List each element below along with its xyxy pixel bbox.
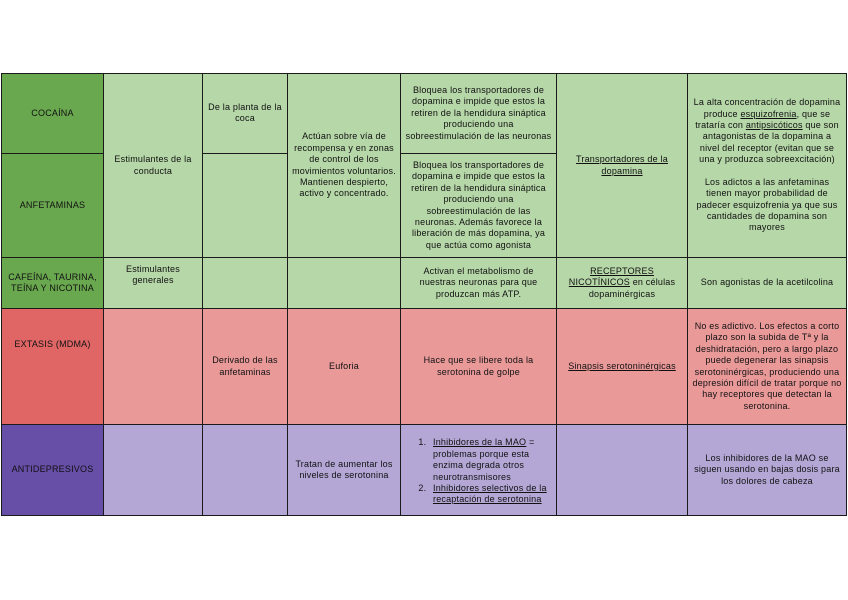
sinapsis-serotoninergicas-link: Sinapsis serotoninérgicas	[568, 360, 676, 371]
list-item	[429, 483, 552, 506]
extasis-origin-cell: Derivado de las anfetaminas	[203, 309, 288, 425]
cafeina-type-cell: Estimulantes generales	[104, 258, 203, 309]
cocaina-name-cell: COCAÍNA	[2, 74, 104, 154]
cafeina-mechanism-cell: Activan el metabolismo de nuestras neuronas para que produzcan más ATP.	[401, 258, 557, 309]
ssri-link: Inhibidores selectivos de la recaptación de serotonina	[433, 482, 547, 505]
estimulantes-effect-cell: Actúan sobre vía de recompensa y en zonas de control de los movimientos voluntarios. Mantienen despierto, activo y concentrado.	[288, 74, 401, 258]
cafeina-effect-cell	[288, 258, 401, 309]
cocaina-origin-cell: De la planta de la coca	[203, 74, 288, 154]
cafeina-target-cell	[557, 258, 688, 309]
table-row	[2, 309, 847, 425]
extasis-name-cell: EXTASIS (MDMA)	[2, 309, 104, 425]
notes-text: La alta concentración de dopamina produce	[693, 97, 841, 119]
receptores-nicotinicos-link: RECEPTORES NICOTÍNICOS	[568, 265, 654, 288]
list-item-text: = problemas porque esta enzima degrada otros neurotransmisores	[433, 437, 535, 482]
list-item	[429, 437, 552, 483]
anfetaminas-origin-cell	[203, 154, 288, 258]
inhibitor-list	[405, 437, 552, 505]
cafeina-origin-cell	[203, 258, 288, 309]
extasis-target-cell	[557, 309, 688, 425]
anfetaminas-mechanism-cell: Bloquea los transportadores de dopamina e impide que estos la retiren de la hendidura sináptica produciendo una sobreestimulación de las neuronas. Además favorece la liberación de más dopamina, ya que actúa como agonista	[401, 154, 557, 258]
antidepresivos-type-cell	[104, 425, 203, 516]
table-row	[2, 258, 847, 309]
mao-inhibitors-link: Inhibidores de la MAO	[433, 437, 527, 448]
table-row	[2, 425, 847, 516]
cafeina-name-cell: CAFEÍNA, TAURINA, TEÍNA Y NICOTINA	[2, 258, 104, 309]
estimulantes-type-cell: Estimulantes de la conducta	[104, 74, 203, 258]
antidepresivos-mechanism-cell	[401, 425, 557, 516]
anfetaminas-name-cell: ANFETAMINAS	[2, 154, 104, 258]
antidepresivos-name-cell: ANTIDEPRESIVOS	[2, 425, 104, 516]
notes-text: Los adictos a las anfetaminas tienen mayor probabilidad de padecer esquizofrenia ya que sus cantidades de dopamina son mayores	[696, 176, 838, 233]
esquizofrenia-link: esquizofrenia	[740, 108, 797, 119]
extasis-type-cell	[104, 309, 203, 425]
antipsicoticos-link: antipsicóticos	[745, 120, 803, 131]
estimulantes-target-cell	[557, 74, 688, 258]
antidepresivos-origin-cell	[203, 425, 288, 516]
estimulantes-notes-cell	[688, 74, 847, 258]
extasis-effect-cell: Euforia	[288, 309, 401, 425]
cocaina-mechanism-cell: Bloquea los transportadores de dopamina e impide que estos la retiren de la hendidura sináptica produciendo una sobreestimulación de las neuronas	[401, 74, 557, 154]
extasis-notes-cell: No es adictivo. Los efectos a corto plazo son la subida de Tª y la deshidratación, pero a largo plazo puede degenerar las sinapsis serotoninérgicas, produciendo una depresión difícil de tratar porque no hay receptores que detectan la serotonina.	[688, 309, 847, 425]
notes-text: , que se trataría con	[695, 108, 831, 131]
extasis-mechanism-cell: Hace que se libere toda la serotonina de golpe	[401, 309, 557, 425]
antidepresivos-notes-cell: Los inhibidores de la MAO se siguen usando en bajas dosis para los dolores de cabeza	[688, 425, 847, 516]
cafeina-notes-cell: Son agonistas de la acetilcolina	[688, 258, 847, 309]
antidepresivos-target-cell	[557, 425, 688, 516]
dopamine-transporter-link: Transportadores de la dopamina	[576, 154, 668, 176]
target-text: en células dopaminérgicas	[588, 277, 676, 299]
notes-text: que son antagonistas de la dopamina a nivel del receptor (evitan que se una y produzca sobreexcitación)	[699, 120, 839, 165]
drug-table	[1, 73, 847, 516]
table-row	[2, 74, 847, 154]
antidepresivos-effect-cell: Tratan de aumentar los niveles de serotonina	[288, 425, 401, 516]
